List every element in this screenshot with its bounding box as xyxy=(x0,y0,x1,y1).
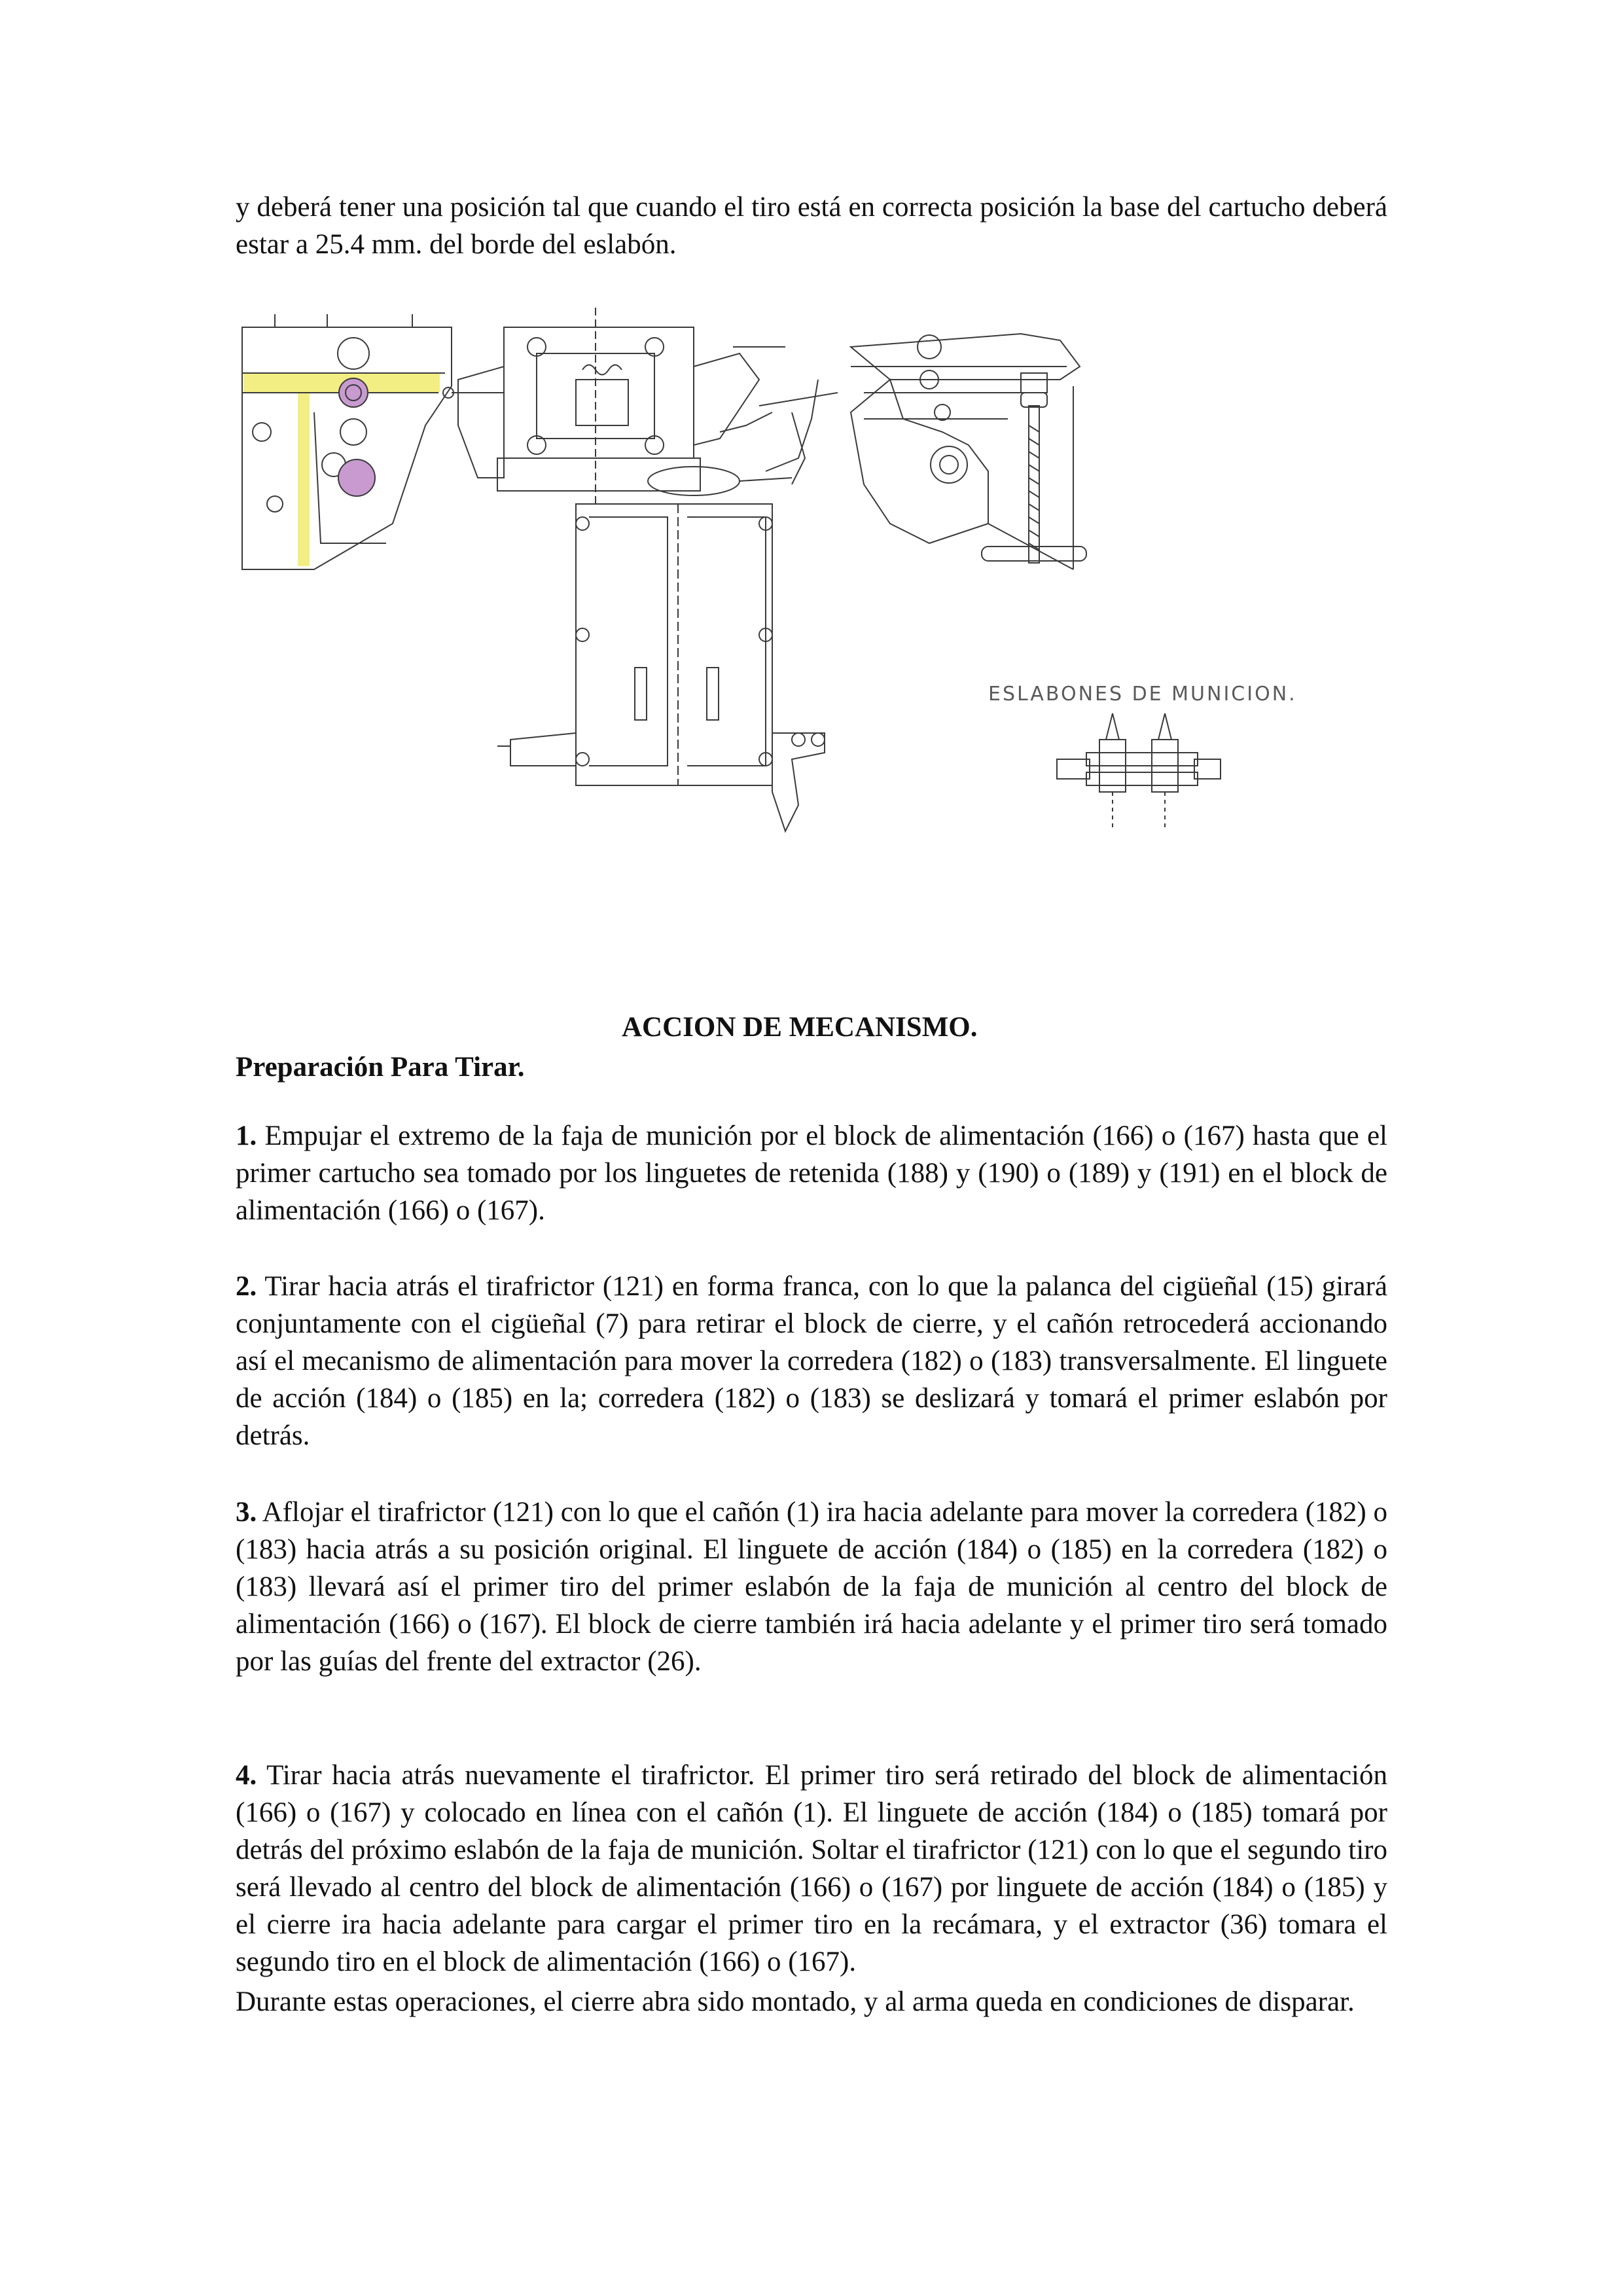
step-number: 3. xyxy=(236,1497,257,1528)
step-number: 4. xyxy=(236,1760,257,1791)
closing-paragraph: Durante estas operaciones, el cierre abra sido montado, y al arma queda en condiciones de disparar. xyxy=(236,1986,1355,2017)
purple-bushing-lower xyxy=(338,459,375,496)
step-1 xyxy=(236,1117,1387,1229)
mechanism-drawing xyxy=(236,308,1387,975)
top-view-center xyxy=(443,308,838,504)
intro-paragraph: y deberá tener una posición tal que cuando el tiro está en correcta posición la base del cartucho deberá estar a 25.4 mm. del borde del eslabón. xyxy=(236,192,1387,260)
step-text: Tirar hacia atrás el tirafrictor (121) en forma franca, con lo que la palanca del cigüeñal (15) girará conjuntamente con el cigüeñal (7) para retirar el block de cierre, y el cañón retrocederá accionando así el mecanismo de alimentación para mover la corredera (182) o (183) transversalmente. El linguete de acción (184) o (185) en la; corredera (182) o (183) se deslizará y tomará el primer eslabón por detrás. xyxy=(236,1271,1387,1451)
step-text: Tirar hacia atrás nuevamente el tirafrictor. El primer tiro será retirado del block de alimentación (166) o (167) y colocado en línea con el cañón (1). El linguete de acción (184) o (185) tomará por detrás del próximo eslabón de la faja de munición. Soltar el tirafrictor (121) con lo que el segundo tiro será llevado al centro del block de alimentación (166) o (167) por linguete de acción (184) o (185) y el cierre ira hacia adelante para cargar el primer tiro en la recámara, y el extractor (36) tomara el segundo tiro en el block de alimentación (166) o (167). xyxy=(236,1760,1387,1977)
step-text: Aflojar el tirafrictor (121) con lo que el cañón (1) ira hacia adelante para mover la corredera (182) o (183) hacia atrás a su posición original. El linguete de acción (184) o (185) en la corredera (182) o (183) llevará así el primer tiro del primer eslabón de la faja de munición al centro del block de alimentación (166) o (167). El block de cierre también irá hacia adelante y el primer tiro será tomado por las guías del frente del extractor (26). xyxy=(236,1497,1387,1677)
yellow-highlight-strip xyxy=(298,389,310,566)
lower-center-view xyxy=(497,504,825,831)
side-view-right xyxy=(851,334,1086,569)
side-view-left xyxy=(242,314,452,569)
step-2 xyxy=(236,1268,1387,1454)
step-4 xyxy=(236,1757,1387,1981)
purple-bushing xyxy=(339,378,368,407)
ammo-links-detail xyxy=(1057,713,1221,831)
step-3 xyxy=(236,1494,1387,1680)
step-number: 2. xyxy=(236,1271,257,1302)
crank-handle xyxy=(648,380,818,495)
step-text: Empujar el extremo de la faja de munición por el block de alimentación (166) o (167) hasta que el primer cartucho sea tomado por los linguetes de retenida (188) y (190) o (189) y (191) en el block de alimentación (166) o (167). xyxy=(236,1121,1388,1226)
figure-caption: ESLABONES DE MUNICION. xyxy=(988,683,1297,706)
subsection-title: Preparación Para Tirar. xyxy=(236,1052,525,1083)
step-number: 1. xyxy=(236,1121,257,1151)
section-title: ACCION DE MECANISMO. xyxy=(622,1012,978,1043)
